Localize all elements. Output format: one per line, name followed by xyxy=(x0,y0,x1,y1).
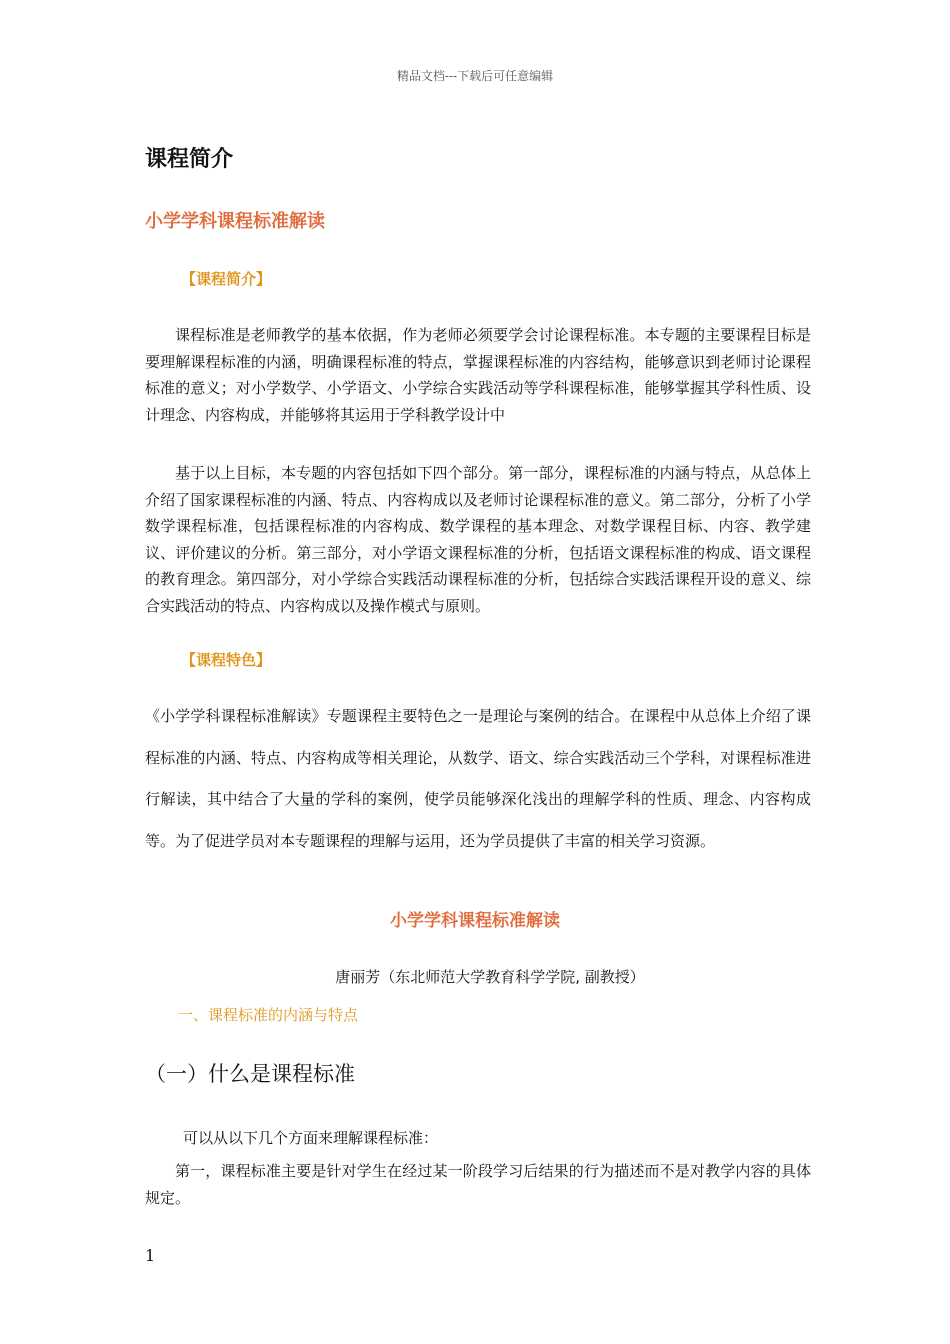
feature-paragraph: 《小学学科课程标准解读》专题课程主要特色之一是理论与案例的结合。在课程中从总体上介绍了课程标准的内涵、特点、内容构成等相关理论，从数学、语文、综合实践活动三个学科，对课程标准进行解读，其中结合了大量的学科的案例，使学员能够深化浅出的理解学科的性质、理念、内容构成等。为了促进学员对本专题课程的理解与运用，还为学员提供了丰富的相关学习资源。 xyxy=(145,707,811,850)
course-subtitle: 小学学科课程标准解读 xyxy=(145,211,325,232)
intro-paragraph-1 xyxy=(145,322,811,428)
author-line: 唐丽芳（东北师范大学教育科学学院, 副教授） xyxy=(335,968,645,986)
page-title: 课程简介 xyxy=(145,147,234,172)
feature-heading: 【课程特色】 xyxy=(181,651,272,669)
body-text-2: 第一，课程标准主要是针对学生在经过某一阶段学习后结果的行为描述而不是对教学内容的具体规定。 xyxy=(145,1162,811,1207)
body-line-1: 可以从以下几个方面来理解课程标准： xyxy=(183,1129,439,1147)
intro-text-2: 基于以上目标，本专题的内容包括如下四个部分。第一部分，课程标准的内涵与特点，从总体上介绍了国家课程标准的内涵、特点、内容构成以及老师讨论课程标准的意义。第二部分，分析了小学数学课程标准，包括课程标准的内容构成、数学课程的基本理念、对数学课程目标、内容、教学建议、评价建议的分析。第三部分，对小学语文课程标准的分析，包括语文课程标准的构成、语文课程的教育理念。第四部分，对小学综合实践活动课程标准的分析，包括综合实践活课程开设的意义、综合实践活动的特点、内容构成以及操作模式与原则。 xyxy=(145,464,811,615)
intro-text-1: 课程标准是老师教学的基本依据，作为老师必须要学会讨论课程标准。本专题的主要课程目标是要理解课程标准的内涵，明确课程标准的特点，掌握课程标准的内容结构，能够意识到老师讨论课程标准的意义；对小学数学、小学语文、小学综合实践活动等学科课程标准，能够掌握其学科性质、设计理念、内容构成，并能够将其运用于学科教学设计中 xyxy=(145,326,811,424)
section-heading-2: （一）什么是课程标准 xyxy=(145,1062,355,1086)
page-number: 1 xyxy=(145,1246,156,1265)
body-paragraph-2 xyxy=(145,1158,811,1211)
page-header: 精品文档---下载后可任意编辑 xyxy=(396,69,554,83)
article-title: 小学学科课程标准解读 xyxy=(390,911,560,931)
section-heading-1: 一、课程标准的内涵与特点 xyxy=(178,1006,359,1024)
intro-heading: 【课程简介】 xyxy=(181,270,272,288)
intro-paragraph-2 xyxy=(145,460,811,619)
